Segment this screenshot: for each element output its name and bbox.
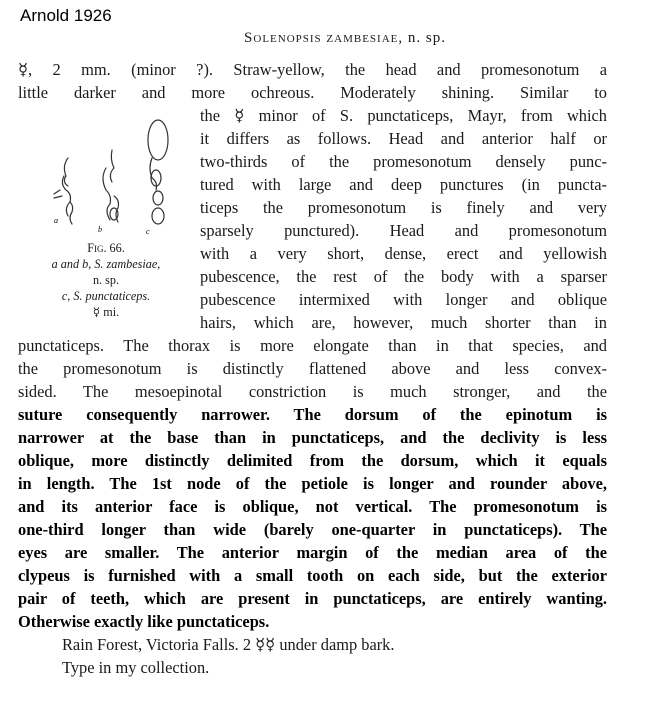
text-line: pubescence intermixed with longer and oblique [200,290,607,309]
text-line: in length. The 1st node of the petiole is longer and rounder above, [18,474,607,493]
locality-line: Rain Forest, Victoria Falls. 2 ☿☿ under damp bark. [62,635,395,654]
text-line: sparsely punctured). Head and promesonotum [200,221,607,240]
species-name: Solenopsis zambesiae [244,30,399,46]
text-line: ☿, 2 mm. (minor ?). Straw-yellow, the head and promesonotum a [18,60,607,79]
figure-label-a: a [54,216,58,225]
specimen-c-drawing [148,120,168,224]
caption-fig-number: Fig. 66. [87,241,125,255]
text-line: suture consequently narrower. The dorsum of the epinotum is [18,405,607,424]
text-line: pubescence, the rest of the body with a sparser [200,267,607,286]
species-title [0,30,650,47]
text-line: with a very short, dense, erect and yellowish [200,244,607,263]
text-line: hairs, which are, however, much shorter than in [200,313,607,332]
text-line: two-thirds of the promesonotum densely punc- [200,152,607,171]
specimen-b-drawing [103,150,119,222]
caption-line-2: n. sp. [92,273,120,287]
text-line: it differs as follows. Head and anterior half or [200,129,607,148]
figure-label-b: b [98,225,102,234]
figure-caption [20,240,192,320]
text-line: ticeps the promesonotum is finely and very [200,198,607,217]
text-line: the promesonotum is distinctly flattened above and less convex- [18,359,607,378]
specimen-a-drawing [54,158,73,224]
text-line: Otherwise exactly like punctaticeps. [18,612,270,631]
text-line: punctaticeps. The thorax is more elongate than in that species, and [18,336,607,355]
text-line: narrower at the base than in punctaticeps, and the declivity is less [18,428,607,447]
text-line: pair of teeth, which are present in punctaticeps, are entirely wanting. [18,589,607,608]
text-line: clypeus is furnished with a small tooth on each side, but the exterior [18,566,607,585]
figure-label-c: c [146,227,150,235]
text-line: sided. The mesoepinotal constriction is much stronger, and the [18,382,607,401]
text-line: and its anterior face is oblique, not vertical. The promesonotum is [18,497,607,516]
text-line: oblique, more distinctly delimited from the dorsum, which it equals [18,451,607,470]
type-line: Type in my collection. [62,658,210,677]
text-line: tured with large and deep punctures (in puncta- [200,175,607,194]
ant-figure [40,110,190,235]
text-line: one-third longer than wide (barely one-quarter in punctaticeps). The [18,520,607,539]
source-tag: Arnold 1926 [20,6,112,25]
species-suffix: , n. sp. [398,30,446,46]
caption-line-4: ☿ mi. [92,305,120,319]
caption-line-3: c, S. punctaticeps. [61,289,151,303]
caption-line-1: a and b, S. zambesiae, [51,257,161,271]
text-line: little darker and more ochreous. Moderately shining. Similar to [18,83,607,102]
text-line: the ☿ minor of S. punctaticeps, Mayr, from which [200,106,607,125]
text-line: eyes are smaller. The anterior margin of the median area of the [18,543,607,562]
